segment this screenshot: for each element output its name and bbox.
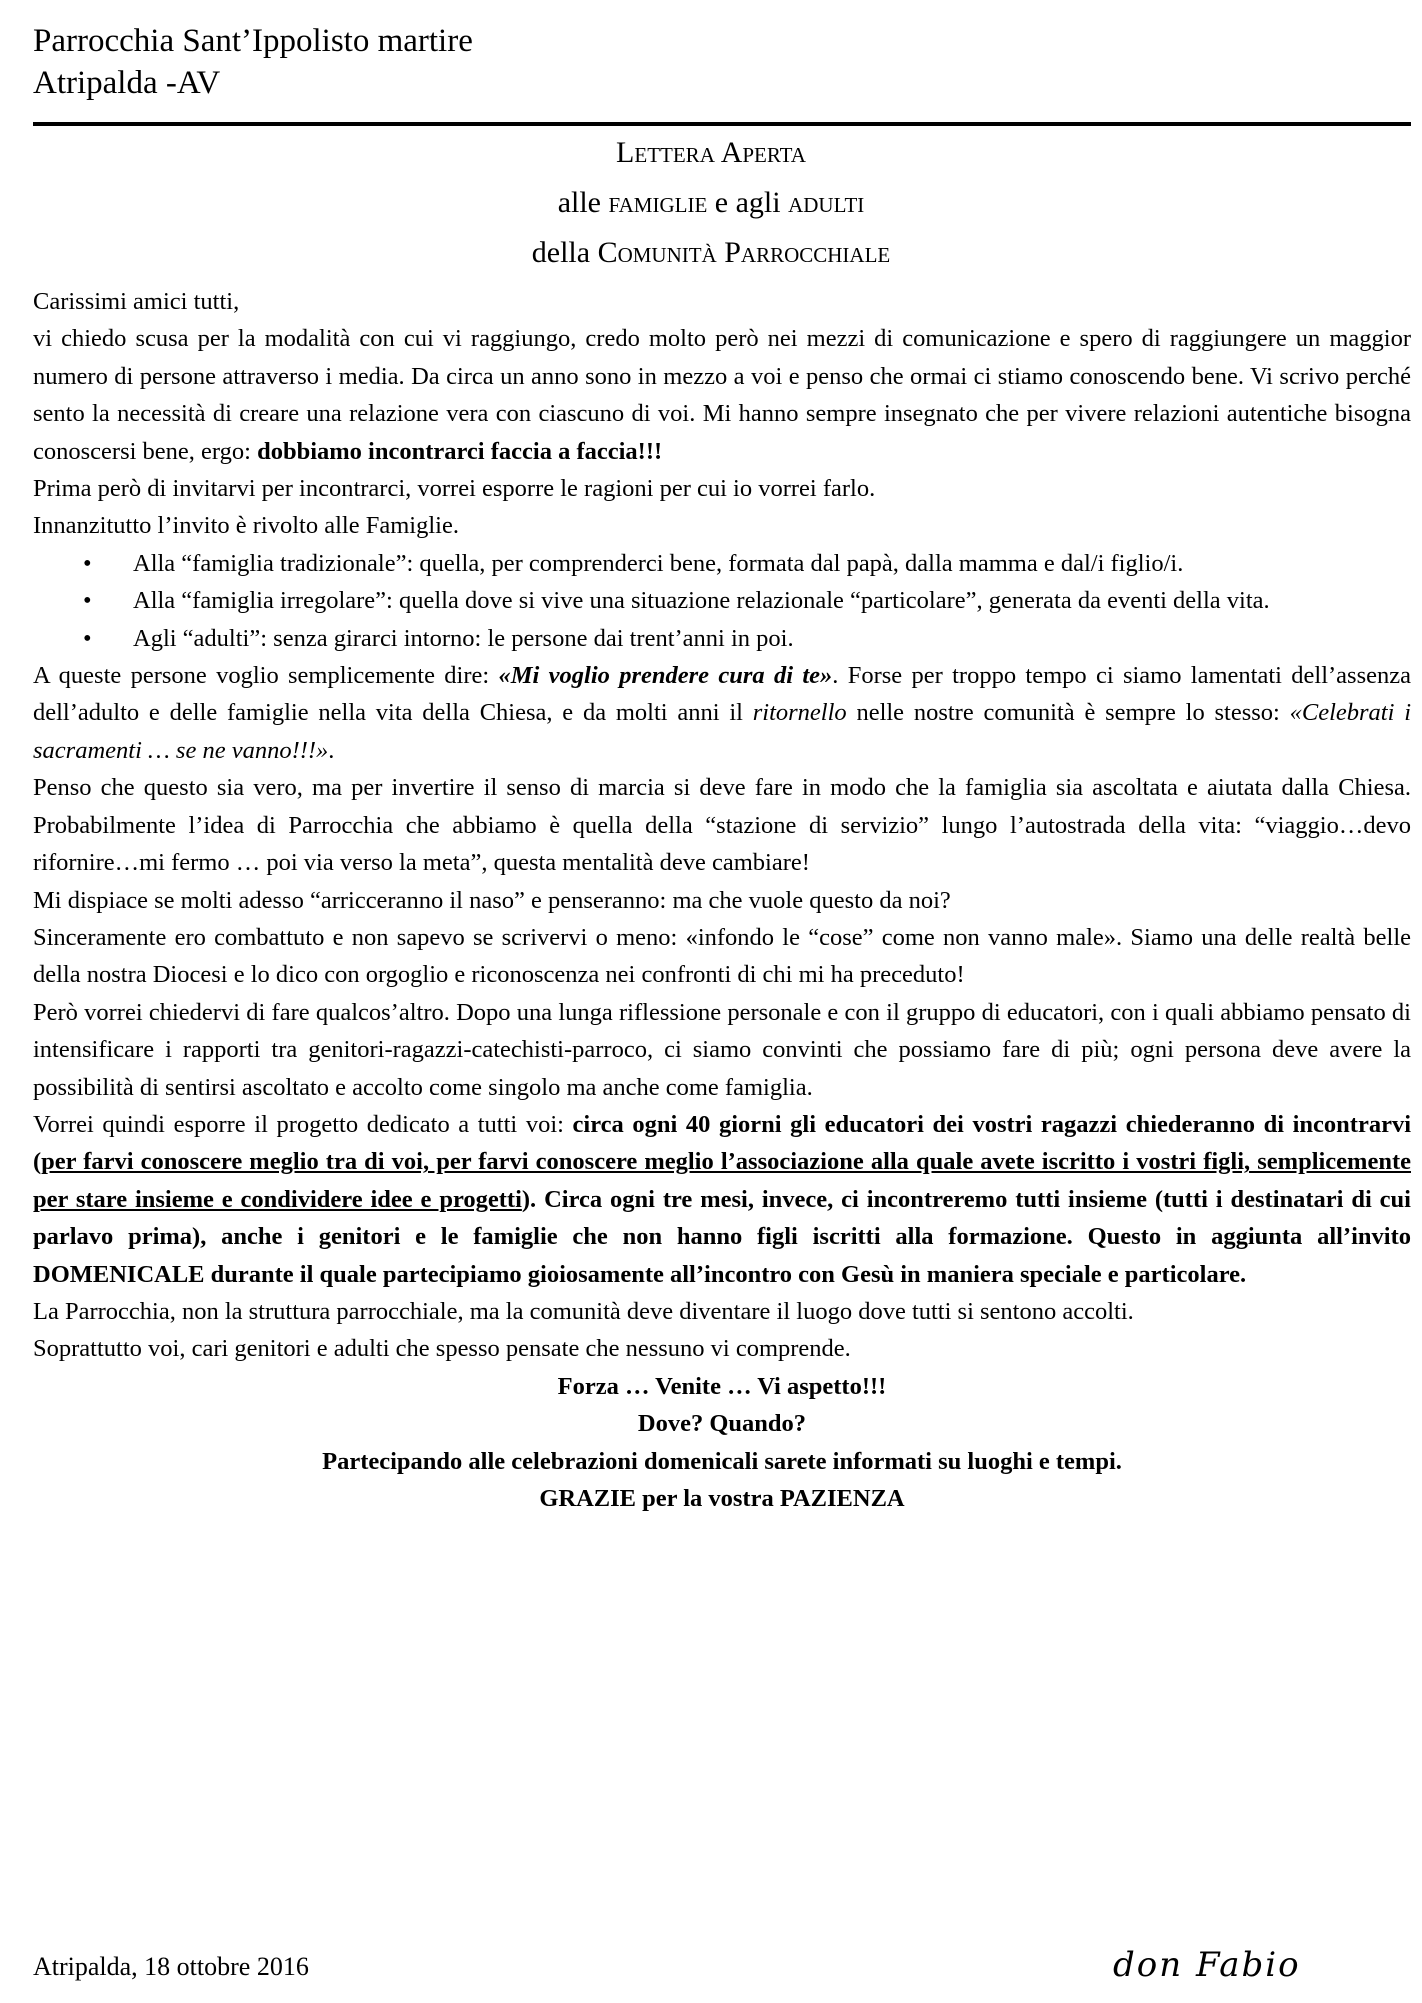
paragraph-3: Innanzitutto l’invito è rivolto alle Famiglie. xyxy=(33,512,459,540)
title-line-1: Lettera Aperta xyxy=(616,136,806,169)
title-line-2-c: e agli xyxy=(707,186,789,219)
paragraph-4-italic: ritornello xyxy=(752,699,847,727)
paragraph-4 xyxy=(33,657,1411,769)
family-list xyxy=(33,545,1411,657)
paragraph-4-quote: «Mi voglio prendere cura di te» xyxy=(498,662,833,690)
paragraph-9-bold-1: circa ogni 40 giorni gli educatori dei vostri ragazzi chiederanno di incontrarvi ( xyxy=(33,1110,1412,1176)
list-item-text: Alla “famiglia tradizionale”: quella, per comprenderci bene, formata dal papà, dalla mamma e dal/i figlio/i. xyxy=(133,549,1184,577)
paragraph-8: Però vorrei chiedervi di fare qualcos’altro. Dopo una lunga riflessione personale e con il gruppo di educatori, con i quali abbiamo pensato di intensificare i rapporti tra genitori-ragazzi-catechisti-parroco, ci siamo convinti che possiamo fare di più; ogni persona deve avere la possibilità di sentirsi ascoltato e accolto come singolo ma anche come famiglia. xyxy=(33,998,1411,1101)
paragraph-4-c: nelle nostre comunità è sempre lo stesso: xyxy=(846,699,1290,727)
parish-name: Parrocchia Sant’Ippolisto martire xyxy=(33,23,473,59)
closing-line-1: Forza … Venite … Vi aspetto!!! xyxy=(557,1372,887,1400)
list-item xyxy=(33,582,1411,619)
list-item xyxy=(33,545,1411,582)
closing-line-3: Partecipando alle celebrazioni domenicali sarete informati su luoghi e tempi. xyxy=(322,1447,1122,1475)
signature: don Fabio xyxy=(1113,1945,1301,1985)
paragraph-4-b: . Forse per troppo tempo ci siamo lamentati dell’assenza dell’adulto e delle famiglie nella vita della Chiesa, e da molti anni il xyxy=(33,662,1411,727)
paragraph-9 xyxy=(33,1106,1411,1293)
bullet-icon: • xyxy=(83,549,92,577)
paragraph-4-quote-2: «Celebrati i sacramenti … se ne vanno!!!» xyxy=(33,699,1411,764)
paragraph-11: Soprattutto voi, cari genitori e adulti che spesso pensate che nessuno vi comprende. xyxy=(33,1335,851,1363)
paragraph-6: Mi dispiace se molti adesso “arricceranno il naso” e penseranno: ma che vuole questo da noi? xyxy=(33,886,951,914)
paragraph-10: La Parrocchia, non la struttura parrocchiale, ma la comunità deve diventare il luogo dove tutti si sentono accolti. xyxy=(33,1297,1134,1325)
paragraph-2: Prima però di invitarvi per incontrarci, vorrei esporre le ragioni per cui io vorrei farlo. xyxy=(33,475,876,503)
parish-location: Atripalda -AV xyxy=(33,65,221,101)
list-item-text: Alla “famiglia irregolare”: quella dove si vive una situazione relazionale “particolare”, generata da eventi della vita. xyxy=(133,587,1270,615)
letter-title xyxy=(0,128,1422,278)
paragraph-4-a: A queste persone voglio semplicemente dire: xyxy=(33,662,499,690)
paragraph-5: Penso che questo sia vero, ma per invertire il senso di marcia si deve fare in modo che la famiglia sia ascoltata e aiutata dalla Chiesa. Probabilmente l’idea di Parrocchia che abbiamo è quella della “stazione di servizio” lungo l’autostrada della vita: “viaggio…devo rifornire…mi fermo … poi via verso la meta”, questa mentalità deve cambiare! xyxy=(33,774,1411,877)
paragraph-7: Sinceramente ero combattuto e non sapevo se scrivervi o meno: «infondo le “cose” come non vanno male». Siamo una delle realtà belle della nostra Diocesi e lo dico con orgoglio e riconoscenza nei confronti di chi mi ha preceduto! xyxy=(33,923,1411,989)
paragraph-1-emphasis: dobbiamo incontrarci faccia a faccia!!! xyxy=(257,437,663,465)
title-word-comunita: Comunità Parrocchiale xyxy=(597,236,891,269)
parish-header xyxy=(33,20,473,104)
paragraph-9-a: Vorrei quindi esporre il progetto dedicato a tutti voi: xyxy=(33,1110,573,1138)
letter-body xyxy=(33,283,1411,1517)
list-item xyxy=(33,620,1411,657)
greeting: Carissimi amici tutti, xyxy=(33,288,240,315)
paragraph-4-d: . xyxy=(328,736,335,764)
title-word-adulti: adulti xyxy=(788,186,865,219)
paragraph-9-bold-2: ). Circa ogni tre mesi, invece, ci incontreremo tutti insieme (tutti i destinatari di cui parlavo prima), anche i genitori e le famiglie che non hanno figli iscritti alla formazione. Questo in aggiunta all’invito DOMENICALE durante il quale partecipiamo gioiosamente all’incontro con Gesù in maniera speciale e particolare. xyxy=(33,1185,1411,1288)
title-word-famiglie: famiglie xyxy=(608,186,708,219)
paragraph-9-underline: per farvi conoscere meglio tra di voi, per farvi conoscere meglio l’associazione alla quale avete iscritto i vostri figli, semplicemente per stare insieme e condividere idee e progetti xyxy=(33,1148,1411,1213)
closing-line-4: GRAZIE per la vostra PAZIENZA xyxy=(539,1485,905,1512)
letter-date: Atripalda, 18 ottobre 2016 xyxy=(33,1952,309,1981)
title-line-3-a: della xyxy=(531,236,598,269)
bullet-icon: • xyxy=(83,587,92,615)
bullet-icon: • xyxy=(83,624,92,652)
paragraph-1 xyxy=(33,320,1411,470)
list-item-text: Agli “adulti”: senza girarci intorno: le persone dai trent’anni in poi. xyxy=(133,624,794,652)
closing-line-2: Dove? Quando? xyxy=(637,1410,807,1438)
paragraph-1-text: vi chiedo scusa per la modalità con cui vi raggiungo, credo molto però nei mezzi di comunicazione e spero di raggiungere un maggior numero di persone attraverso i media. Da circa un anno sono in mezzo a voi e penso che ormai ci stiamo conoscendo bene. Vi scrivo perché sento la necessità di creare una relazione vera con ciascuno di voi. Mi hanno sempre insegnato che per vivere relazioni autentiche bisogna conoscersi bene, ergo: xyxy=(33,325,1411,465)
title-line-2 xyxy=(0,178,1422,228)
title-line-2-a: alle xyxy=(557,186,609,219)
title-line-3 xyxy=(0,228,1422,278)
header-divider xyxy=(33,122,1411,126)
